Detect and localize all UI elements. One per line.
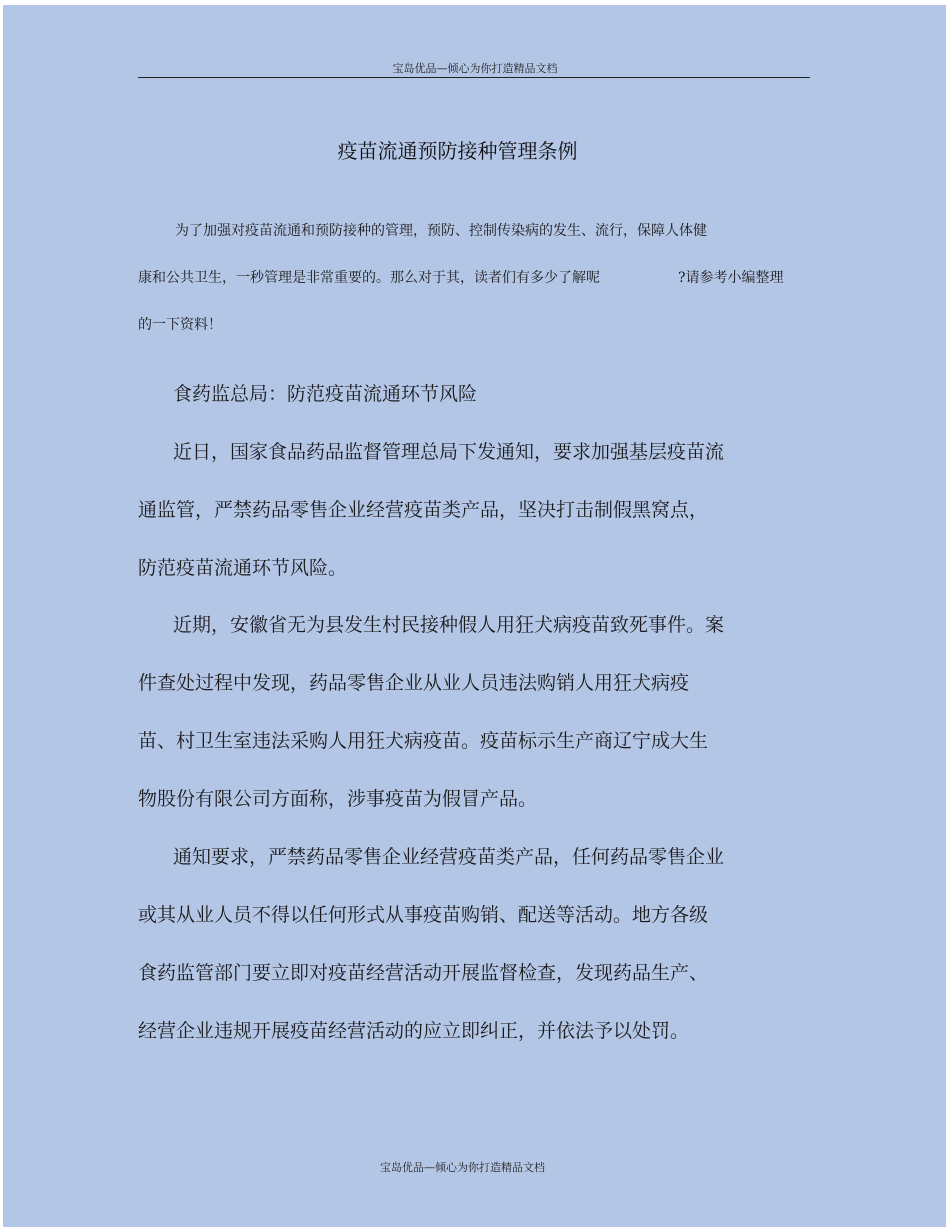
paragraph-1-line-2: 通监管，严禁药品零售企业经营疫苗类产品，坚决打击制假黑窝点， xyxy=(138,499,709,521)
paragraph-3-line-3: 食药监管部门要立即对疫苗经营活动开展监督检查，发现药品生产、 xyxy=(138,962,709,984)
intro-line-1: 为了加强对疫苗流通和预防接种的管理，预防、控制传染病的发生、流行，保障人体健 xyxy=(175,223,707,239)
page-footer: 宝岛优品—倾心为你打造精品文档 xyxy=(380,1161,545,1174)
paragraph-2-line-3: 苗、村卫生室违法采购人用狂犬病疫苗。疫苗标示生产商辽宁成大生 xyxy=(138,730,709,752)
intro-line-2: 康和公共卫生，一秒管理是非常重要的。那么对于其，读者们有多少了解呢 xyxy=(138,270,600,286)
paragraph-3-line-2: 或其从业人员不得以任何形式从事疫苗购销、配送等活动。地方各级 xyxy=(138,904,709,926)
page-header: 宝岛优品—倾心为你打造精品文档 xyxy=(392,62,558,75)
paragraph-2-line-4: 物股份有限公司方面称，涉事疫苗为假冒产品。 xyxy=(138,788,538,810)
paragraph-2-line-1: 近期，安徽省无为县发生村民接种假人用狂犬病疫苗致死事件。案 xyxy=(173,614,725,636)
section-heading: 食药监总局：防范疫苗流通环节风险 xyxy=(173,383,478,405)
document-title: 疫苗流通预防接种管理条例 xyxy=(337,139,578,163)
intro-line-3: 的一下资料！ xyxy=(138,317,222,333)
intro-line-2-tail: ?请参考小编整理 xyxy=(678,270,784,286)
paragraph-3-line-4: 经营企业违规开展疫苗经营活动的应立即纠正，并依法予以处罚。 xyxy=(138,1020,690,1042)
paragraph-1-line-3: 防范疫苗流通环节风险。 xyxy=(138,557,348,579)
paragraph-1-line-1: 近日，国家食品药品监督管理总局下发通知，要求加强基层疫苗流 xyxy=(173,441,725,463)
header-divider xyxy=(138,77,810,78)
paragraph-2-line-2: 件查处过程中发现，药品零售企业从业人员违法购销人用狂犬病疫 xyxy=(138,672,690,694)
paragraph-3-line-1: 通知要求，严禁药品零售企业经营疫苗类产品，任何药品零售企业 xyxy=(173,846,725,868)
